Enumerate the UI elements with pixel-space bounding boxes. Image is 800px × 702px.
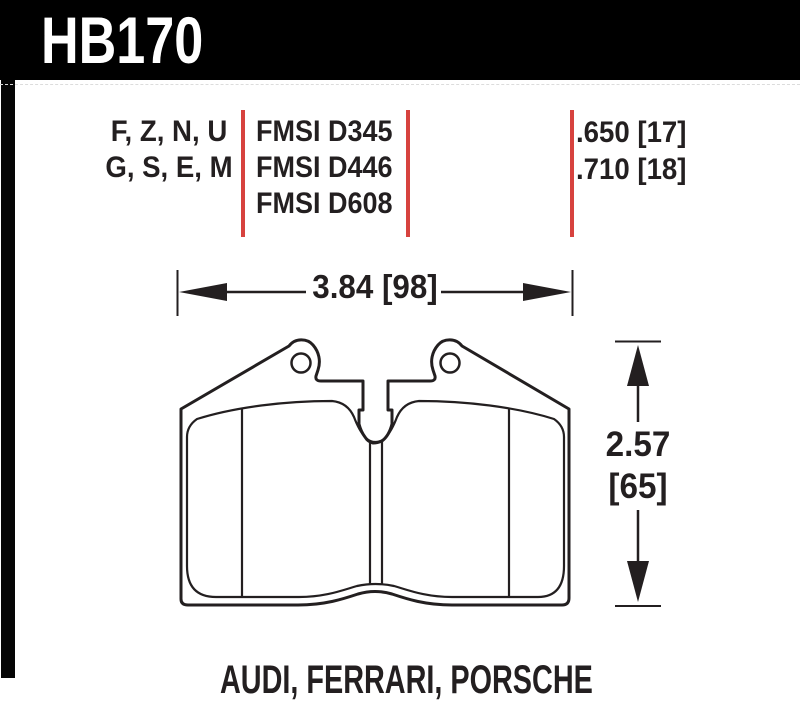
height-dimension-inches: 2.57 xyxy=(605,425,671,464)
fmsi-number-2: FMSI D446 xyxy=(256,151,393,184)
friction-surface-outline xyxy=(187,401,564,597)
width-arrow-left-icon xyxy=(179,283,227,301)
height-arrow-up-icon xyxy=(627,345,649,386)
width-dimension xyxy=(178,270,573,316)
fmsi-number-3: FMSI D608 xyxy=(256,187,393,220)
height-dimension xyxy=(615,342,661,607)
mounting-hole-left xyxy=(292,354,311,373)
backing-plate-outline xyxy=(181,340,569,605)
height-arrow-down-icon xyxy=(627,561,649,602)
pad-thickness-1: .650 [17] xyxy=(576,116,687,149)
mounting-hole-right xyxy=(441,354,460,373)
width-arrow-right-icon xyxy=(523,283,571,301)
pad-thickness-2: .710 [18] xyxy=(576,153,687,186)
height-dimension-mm: [65] xyxy=(608,467,668,506)
part-number: HB170 xyxy=(41,3,204,77)
vehicle-applications: AUDI, FERRARI, PORSCHE xyxy=(220,658,593,702)
compound-codes-line-1: F, Z, N, U xyxy=(110,115,228,148)
width-dimension-label: 3.84 [98] xyxy=(312,268,438,305)
compound-codes-line-2: G, S, E, M xyxy=(105,151,233,184)
fmsi-number-1: FMSI D345 xyxy=(256,115,393,148)
